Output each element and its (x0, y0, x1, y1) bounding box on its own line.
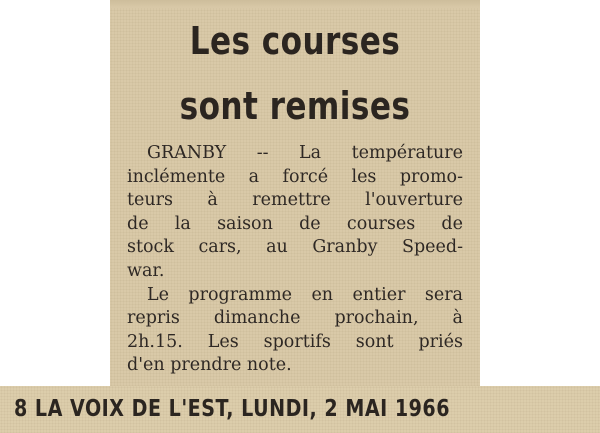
article-line: inclémente a forcé les promo- (127, 166, 463, 187)
article-line: repris dimanche prochain, à (127, 308, 463, 329)
article-line: teurs à remettre l'ouverture (127, 190, 463, 211)
footer-dateline: 8 LA VOIX DE L'EST, LUNDI, 2 MAI 1966 (14, 396, 450, 422)
article-line: Le programme en entier sera (147, 284, 463, 305)
headline-line-2: sont remises (179, 84, 411, 128)
article-line: stock cars, au Granby Speed- (127, 237, 463, 258)
headline-line-1: Les courses (189, 19, 401, 63)
article-line: war. (127, 260, 165, 281)
page-footer-strip (0, 386, 600, 433)
article-line: d'en prendre note. (127, 355, 292, 376)
article-line: 2h.15. Les sportifs sont priés (127, 331, 463, 352)
newspaper-clipping (110, 0, 480, 392)
article-line: de la saison de courses de (127, 213, 463, 234)
article-line: GRANBY -- La température (147, 143, 463, 163)
article-body (127, 142, 463, 378)
clipping-top-edge (110, 0, 480, 8)
